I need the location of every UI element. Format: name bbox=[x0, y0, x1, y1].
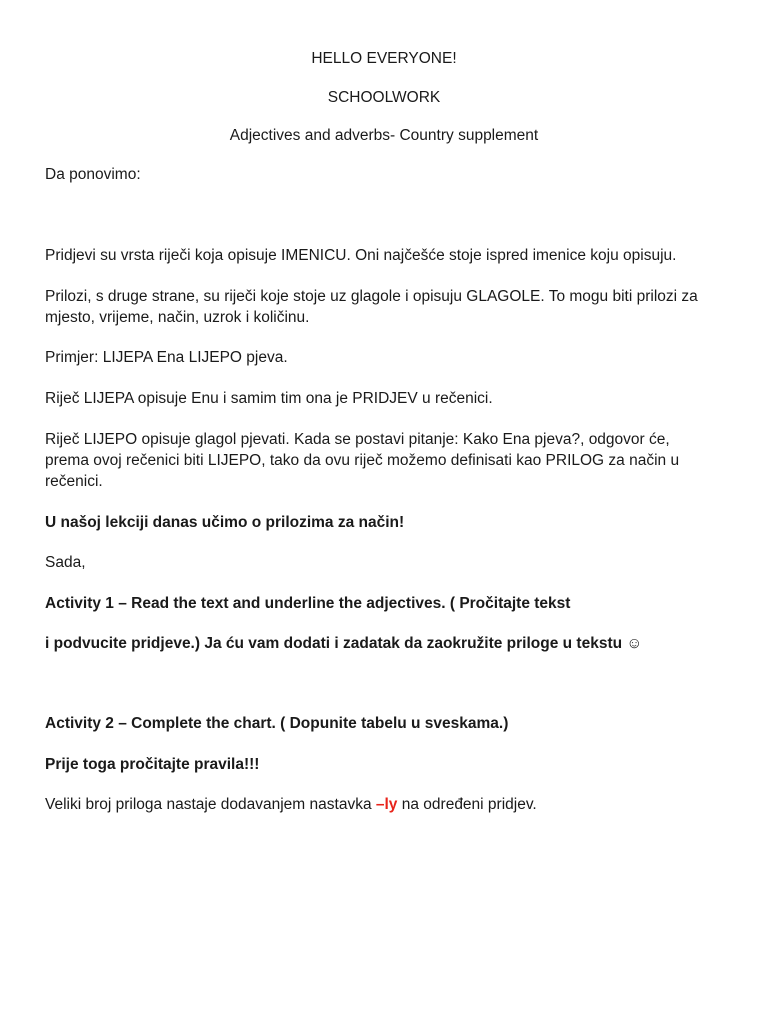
adverbs-paragraph-line-1: Prilozi, s druge strane, su riječi koje stoje uz glagole i opisuju GLAGOLE. To mogu biti prilozi za bbox=[45, 288, 698, 305]
activity-2-heading: Activity 2 – Complete the chart. ( Dopunite tabelu u sveskama.) bbox=[45, 715, 509, 732]
subject-heading: SCHOOLWORK bbox=[327, 89, 441, 106]
adverbs-paragraph bbox=[45, 286, 735, 328]
lijepa-explanation: Riječ LIJEPA opisuje Enu i samim tim ona je PRIDJEV u rečenici. bbox=[45, 390, 493, 407]
rule-text-after: na određeni pridjev. bbox=[397, 796, 537, 813]
lijepo-explanation-line-3: rečenici. bbox=[45, 473, 103, 490]
rules-note: Prije toga pročitajte pravila!!! bbox=[45, 756, 260, 773]
adverbs-paragraph-line-2: mjesto, vrijeme, način, uzrok i količinu. bbox=[45, 309, 310, 326]
activity-1-line-2: i podvucite pridjeve.) Ja ću vam dodati i zadatak da zaokružite priloge u tekstu ☺ bbox=[45, 635, 643, 652]
lijepo-explanation bbox=[45, 429, 735, 492]
greeting-heading: HELLO EVERYONE! bbox=[311, 50, 457, 67]
rule-text-before: Veliki broj priloga nastaje dodavanjem nastavka bbox=[45, 796, 376, 813]
lijepo-explanation-line-2: prema ovoj rečenici biti LIJEPO, tako da ovu riječ možemo definisati kao PRILOG za način u bbox=[45, 452, 680, 469]
adjectives-paragraph: Pridjevi su vrsta riječi koja opisuje IMENICU. Oni najčešće stoje ispred imenice koju opisuju. bbox=[45, 247, 677, 264]
lijepo-explanation-line-1: Riječ LIJEPO opisuje glagol pjevati. Kada se postavi pitanje: Kako Ena pjeva?, odgovor će, bbox=[45, 431, 670, 448]
lesson-note: U našoj lekciji danas učimo o prilozima za način! bbox=[45, 514, 405, 531]
intro-text: Da ponovimo: bbox=[45, 166, 141, 183]
rule-sentence bbox=[45, 794, 735, 815]
topic-heading: Adjectives and adverbs- Country supplement bbox=[229, 127, 539, 144]
sada-text: Sada, bbox=[45, 554, 86, 571]
example-sentence: Primjer: LIJEPA Ena LIJEPO pjeva. bbox=[45, 349, 288, 366]
activity-1-line-1: Activity 1 – Read the text and underline the adjectives. ( Pročitajte tekst bbox=[45, 595, 571, 612]
suffix-ly-highlight: –ly bbox=[375, 796, 398, 813]
